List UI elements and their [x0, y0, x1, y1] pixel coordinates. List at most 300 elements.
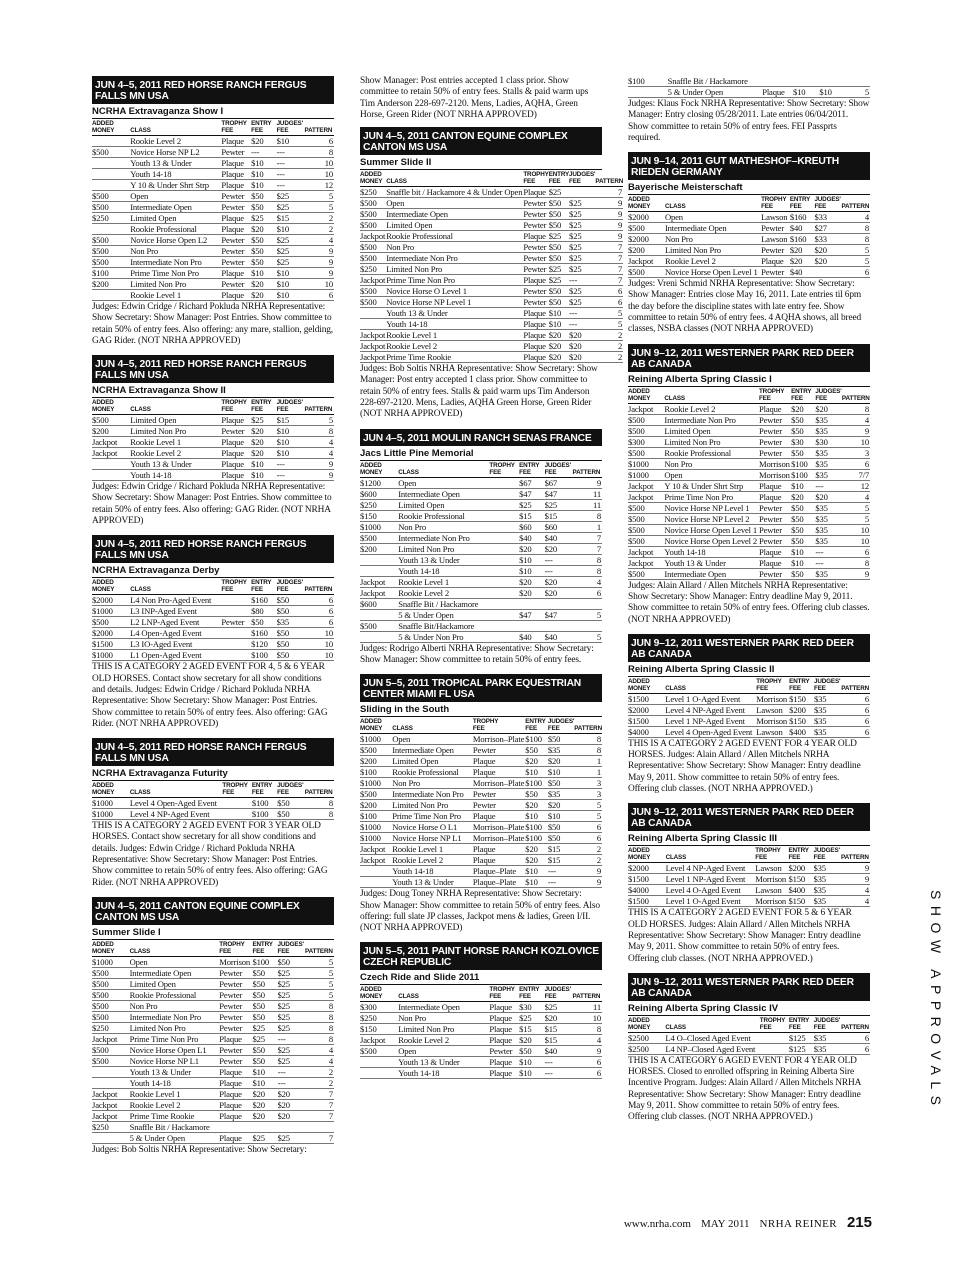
cell-trophy: Pewter	[221, 279, 251, 290]
cell-money: $250	[92, 1022, 130, 1033]
table-row	[92, 290, 334, 301]
cell-money: $500	[628, 535, 664, 546]
cell-class: Limited Open	[130, 415, 221, 426]
cell-pattern: 2	[595, 330, 623, 341]
cell-entry: $50	[252, 1011, 277, 1022]
header-trophy-fee-top: TROPHY	[489, 461, 515, 469]
show-notes: Judges: Rodrigo Alberti NRHA Representative: Show Secretary: Show Manager: Show committee to retain 50% of entry fees.	[360, 643, 594, 665]
cell-money: $100	[360, 767, 392, 778]
header-judges-fee	[545, 985, 573, 1002]
class-table	[92, 398, 334, 481]
cell-trophy: Morrison–Plate	[472, 822, 525, 833]
header-trophy-fee-bottom: FEE	[472, 725, 485, 733]
cell-pattern: 5	[305, 978, 334, 989]
cell-money: $1000	[628, 458, 664, 469]
cell-trophy: Plaque–Plate	[473, 866, 525, 877]
header-judges-fee	[814, 677, 841, 694]
header-trophy-fee-bottom: FEE	[758, 394, 771, 402]
header-entry-fee	[791, 387, 815, 404]
cell-money: $4000	[628, 885, 666, 896]
cell-money: $500	[92, 1044, 130, 1055]
table-row	[360, 1002, 602, 1013]
header-added-money	[92, 578, 130, 595]
header-added-money	[628, 195, 665, 212]
cell-class: Limited Non Pro	[398, 1024, 489, 1035]
show-name: Reining Alberta Spring Classic III	[628, 833, 870, 846]
cell-judges: $25	[545, 1002, 573, 1013]
cell-judges: $35	[815, 414, 842, 425]
cell-money: $500	[628, 267, 665, 278]
cell-money: $500	[360, 198, 386, 209]
cell-trophy: Plaque	[473, 855, 525, 866]
cell-class: Novice Horse NP Level 1	[664, 502, 759, 513]
cell-judges: $25	[277, 191, 305, 202]
cell-trophy	[489, 598, 519, 609]
header-added-money	[92, 940, 130, 957]
table-row	[360, 330, 623, 341]
cell-trophy	[489, 620, 519, 631]
cell-trophy: Plaque	[759, 403, 791, 414]
cell-trophy: Plaque	[219, 1099, 252, 1110]
header-added-money-bottom: MONEY	[92, 406, 115, 414]
cell-judges: $20	[569, 330, 595, 341]
cell-money: Jackpot	[360, 587, 398, 598]
header-added-money-top: ADDED	[360, 171, 382, 179]
cell-money: $150	[360, 510, 398, 521]
show-notes: Judges: Edwin Cridge / Richard Pokluda NRHA Representative: Show Secretary: Show Manager: Post Entries. Show committee to retain 50% of entry fees. Also offering: any mare, stallion, gelding, GAG Rider. (NOT NRHA APPROVED)	[92, 302, 333, 346]
cell-entry: $100	[252, 956, 277, 967]
header-judges-fee-bottom: FEE	[814, 203, 827, 211]
header-trophy-fee-bottom: FEE	[489, 468, 502, 476]
cell-judges: $35	[814, 726, 841, 737]
cell-judges: $20	[278, 1110, 305, 1121]
cell-money: $200	[360, 800, 392, 811]
cell-judges: $10	[277, 136, 305, 147]
header-judges-fee-bottom: FEE	[569, 178, 581, 186]
cell-pattern: 4	[305, 1055, 334, 1066]
cell-entry: $25	[252, 1132, 277, 1143]
cell-entry: $20	[549, 352, 569, 363]
cell-entry: $100	[525, 734, 548, 745]
cell-entry: $10	[251, 459, 276, 470]
header-trophy-fee	[221, 119, 251, 136]
header-trophy-fee-bottom: FEE	[759, 1023, 772, 1031]
cell-trophy: Lawson	[755, 863, 788, 874]
header-judges-fee	[814, 195, 841, 212]
table-header-row	[628, 387, 870, 404]
cell-money: $2500	[628, 1032, 665, 1043]
cell-trophy: Morrison–Plate	[472, 734, 525, 745]
header-entry-fee-bottom: FEE	[251, 406, 263, 414]
cell-money: Jackpot	[360, 352, 386, 363]
cell-pattern: 8	[573, 554, 602, 565]
cell-judges: $20	[569, 341, 595, 352]
cell-entry: $20	[790, 256, 815, 267]
cell-judges: $20	[545, 543, 573, 554]
cell-entry: $10	[525, 866, 548, 877]
cell-judges: $35	[815, 447, 842, 458]
cell-judges: $20	[814, 245, 841, 256]
cell-pattern: 8	[305, 809, 334, 820]
cell-money: $200	[360, 756, 392, 767]
table-row	[628, 469, 870, 480]
cell-money: Jackpot	[360, 275, 386, 286]
cell-pattern: 5	[305, 967, 334, 978]
cell-money: $500	[92, 147, 130, 158]
show-listing	[92, 738, 334, 889]
cell-trophy: Plaque	[523, 319, 548, 330]
cell-pattern: 8	[574, 745, 602, 756]
table-row	[628, 480, 870, 491]
cell-entry	[252, 1121, 277, 1132]
cell-trophy: Morrison	[758, 458, 790, 469]
table-row	[92, 415, 334, 426]
header-added-money-top: ADDED	[360, 986, 382, 994]
cell-entry: $10	[549, 308, 569, 319]
cell-entry: $50	[252, 1055, 277, 1066]
cell-trophy: Plaque	[473, 756, 525, 767]
event-header: JUN 9–14, 2011 GUT MATHESHOF–KREUTH RIEDEN GERMANY	[628, 152, 870, 180]
event-header: JUN 4–5, 2011 RED HORSE RANCH FERGUS FALLS MN USA	[92, 76, 334, 104]
cell-pattern: 3	[574, 778, 602, 789]
cell-class: Prime Time Non Pro	[130, 1033, 220, 1044]
cell-trophy: Pewter	[221, 426, 251, 437]
cell-money: $500	[360, 286, 386, 297]
table-row	[628, 256, 870, 267]
header-added-money-top: ADDED	[92, 782, 114, 790]
cell-pattern: 6	[573, 587, 602, 598]
table-row	[92, 639, 334, 650]
cell-money: $300	[628, 436, 664, 447]
cell-class: Snaffle Bit / Hackamore	[130, 1121, 220, 1132]
cell-entry: $20	[525, 756, 548, 767]
cell-money: $500	[360, 242, 386, 253]
cell-class: Rookie Level 2	[130, 448, 221, 459]
cell-class: Open	[386, 198, 523, 209]
header-entry-fee-top: ENTRY	[519, 461, 540, 469]
cell-entry: $50	[549, 209, 569, 220]
cell-money: $2500	[628, 1043, 665, 1054]
table-row	[92, 1011, 334, 1022]
cell-judges: $35	[815, 425, 842, 436]
show-name: Sliding in the South	[360, 704, 602, 717]
header-entry-fee	[251, 398, 276, 415]
cell-judges: ---	[278, 1033, 305, 1044]
cell-trophy: Morrison	[755, 874, 788, 885]
cell-trophy: Plaque	[221, 448, 251, 459]
table-row	[92, 169, 334, 180]
cell-pattern: 7	[573, 543, 602, 554]
header-judges-fee-top: JUDGES'	[547, 718, 575, 726]
cell-class: L4 O–Closed Aged Event	[665, 1032, 759, 1043]
header-judges-fee-bottom: FEE	[814, 684, 826, 692]
cell-class: Rookie Level 1	[130, 437, 221, 448]
cell-judges: $25	[569, 253, 595, 264]
table-row	[360, 811, 602, 822]
cell-class: Non Pro	[130, 1000, 220, 1011]
cell-judges: $50	[548, 734, 574, 745]
cell-judges: $35	[548, 789, 574, 800]
cell-money: $500	[360, 532, 398, 543]
cell-trophy: Plaque	[221, 459, 251, 470]
cell-pattern: 7	[305, 1088, 334, 1099]
cell-class: Limited Non Pro	[398, 543, 489, 554]
cell-trophy: Lawson	[761, 212, 790, 223]
cell-money	[360, 866, 392, 877]
header-entry-fee	[251, 578, 276, 595]
header-judges-fee-bottom: FEE	[813, 1023, 826, 1031]
cell-judges: ---	[278, 1066, 305, 1077]
cell-money: $2000	[628, 212, 665, 223]
cell-judges: $50	[277, 639, 305, 650]
cell-entry: $60	[519, 521, 544, 532]
cell-trophy: Pewter	[761, 223, 790, 234]
cell-judges: $10	[277, 426, 305, 437]
event-header: JUN 9–12, 2011 WESTERNER PARK RED DEER AB CANADA	[628, 634, 870, 662]
cell-pattern: 12	[842, 480, 870, 491]
cell-entry: $20	[251, 224, 276, 235]
cell-class: Intermediate Non Pro	[398, 532, 489, 543]
cell-judges: $25	[569, 198, 595, 209]
cell-money: $500	[360, 253, 386, 264]
table-row	[360, 1068, 602, 1079]
cell-pattern: 6	[573, 1057, 602, 1068]
cell-entry: $15	[519, 1024, 544, 1035]
class-table	[92, 781, 334, 820]
cell-pattern: 6	[842, 458, 870, 469]
table-row	[360, 521, 602, 532]
cell-entry: $20	[549, 330, 569, 341]
cell-judges: $60	[545, 521, 573, 532]
cell-entry: $20	[525, 855, 548, 866]
table-header-row	[92, 398, 334, 415]
header-trophy-fee	[489, 461, 519, 478]
cell-pattern: 8	[574, 734, 602, 745]
cell-trophy: Plaque	[219, 1077, 252, 1088]
cell-entry: $20	[251, 426, 276, 437]
cell-judges: $47	[545, 609, 573, 620]
table-header-row	[628, 195, 870, 212]
header-trophy-fee-top: TROPHY	[755, 847, 781, 855]
cell-class: Y 10 & Under Shrt Strp	[130, 180, 221, 191]
cell-trophy: Pewter	[759, 568, 791, 579]
cell-judges: $50	[277, 798, 305, 809]
table-row	[92, 257, 334, 268]
cell-pattern: 9	[305, 268, 334, 279]
show-listing	[628, 973, 870, 1124]
header-trophy-fee-top: TROPHY	[221, 399, 247, 407]
header-judges-fee-top: JUDGES'	[813, 1016, 841, 1024]
cell-entry: $20	[519, 587, 544, 598]
cell-pattern: 10	[305, 169, 334, 180]
cell-judges: $25	[569, 231, 595, 242]
table-row	[360, 855, 602, 866]
cell-money: $500	[92, 978, 130, 989]
class-table	[92, 940, 334, 1144]
cell-pattern: 4	[305, 1044, 334, 1055]
cell-pattern: 6	[842, 546, 870, 557]
header-entry-fee-bottom: FEE	[789, 203, 802, 211]
table-row	[92, 1121, 334, 1132]
cell-trophy: Plaque	[759, 557, 791, 568]
cell-money: $2000	[628, 863, 666, 874]
cell-entry: $25	[519, 499, 544, 510]
cell-entry: $150	[788, 874, 813, 885]
cell-pattern: 8	[841, 234, 870, 245]
cell-judges: $25	[278, 1132, 305, 1143]
table-row	[360, 767, 602, 778]
cell-money: $500	[92, 415, 130, 426]
event-header: JUN 9–12, 2011 WESTERNER PARK RED DEER AB CANADA	[628, 344, 870, 372]
cell-entry: $50	[252, 989, 277, 1000]
header-trophy-fee-top: TROPHY	[756, 677, 782, 685]
cell-pattern: 7	[305, 1132, 334, 1143]
show-name: Jacs Little Pine Memorial	[360, 448, 602, 461]
header-class: CLASS	[665, 677, 756, 694]
cell-class: Non Pro	[130, 246, 221, 257]
show-name: NCRHA Extravaganza Futurity	[92, 768, 334, 781]
table-row	[92, 202, 334, 213]
table-row	[628, 458, 870, 469]
cell-class: Level 1 O-Aged Event	[666, 896, 756, 907]
header-trophy-fee-bottom: FEE	[523, 178, 536, 186]
header-trophy-fee	[523, 170, 548, 187]
cell-judges: $27	[814, 223, 841, 234]
cell-trophy: Plaque	[523, 187, 548, 198]
cell-class: Rookie Level 2	[386, 341, 523, 352]
header-class: CLASS	[666, 846, 756, 863]
cell-entry: $10	[251, 158, 276, 169]
cell-money: $300	[360, 1002, 398, 1013]
show-name: NCRHA Extravaganza Show II	[92, 385, 334, 398]
cell-entry: $25	[252, 1033, 277, 1044]
cell-entry: $160	[251, 595, 276, 606]
table-row	[92, 213, 334, 224]
header-trophy-fee	[473, 717, 525, 734]
header-added-money-bottom: MONEY	[92, 947, 115, 955]
cell-entry: $25	[549, 275, 569, 286]
cell-judges: $40	[545, 631, 573, 642]
cell-pattern: 8	[842, 403, 870, 414]
cell-class: Youth 13 & Under	[664, 557, 759, 568]
cell-pattern: 4	[305, 448, 334, 459]
show-notes: THIS IS A CATEGORY 2 AGED EVENT FOR 5 & 6 YEAR OLD HORSES. Judges: Alain Allard / Allen Mitchels NRHA Representative: Show Secretary: Show Manager: Entry deadline May 9, 2011. Show committee to retain 50% of entry fees. Offering club classes. (NOT NRHA APPROVED.)	[628, 908, 861, 964]
cell-class: Non Pro	[665, 234, 761, 245]
table-row	[92, 956, 334, 967]
cell-money: $250	[92, 1121, 130, 1132]
cell-entry: $50	[791, 524, 815, 535]
header-entry-fee	[525, 717, 548, 734]
cell-trophy: Plaque	[523, 308, 548, 319]
cell-money: Jackpot	[360, 844, 392, 855]
cell-trophy: Pewter	[523, 286, 548, 297]
header-trophy-fee-bottom: FEE	[221, 406, 234, 414]
cell-class: Level 4 O-Aged Event	[666, 885, 756, 896]
cell-pattern: 10	[842, 436, 870, 447]
cell-money: $1500	[628, 896, 666, 907]
cell-pattern: 6	[841, 1043, 870, 1054]
cell-pattern: 9	[595, 220, 623, 231]
table-row	[628, 513, 870, 524]
header-added-money	[360, 461, 398, 478]
cell-pattern: 1	[574, 756, 602, 767]
header-entry-fee	[790, 195, 815, 212]
cell-pattern: 8	[305, 798, 334, 809]
cell-pattern: 6	[841, 704, 870, 715]
cell-judges: $15	[277, 213, 305, 224]
cell-trophy: Plaque	[221, 290, 251, 301]
cell-class: Level 1 O-Aged Event	[665, 693, 756, 704]
header-pattern: PATTERN	[305, 578, 334, 595]
cell-entry: $20	[251, 448, 276, 459]
header-judges-fee-bottom: FEE	[547, 725, 560, 733]
table-row	[92, 1033, 334, 1044]
cell-entry: $10	[519, 1057, 544, 1068]
table-row	[628, 535, 870, 546]
cell-trophy: Pewter	[759, 502, 791, 513]
table-row	[360, 554, 602, 565]
cell-pattern: 8	[842, 557, 870, 568]
cell-money: $500	[628, 502, 664, 513]
cell-trophy: Plaque	[759, 546, 791, 557]
header-judges-fee-bottom: FEE	[544, 468, 557, 476]
cell-trophy: Pewter	[523, 297, 548, 308]
table-header-row	[628, 677, 870, 694]
table-row	[360, 1013, 602, 1024]
cell-trophy	[489, 554, 519, 565]
class-table	[628, 195, 870, 278]
header-trophy-fee-bottom: FEE	[489, 993, 502, 1001]
cell-pattern: 8	[305, 1022, 334, 1033]
header-judges-fee	[548, 717, 574, 734]
header-judges-fee-top: JUDGES'	[544, 461, 571, 469]
cell-entry: $10	[251, 180, 276, 191]
cell-class: Rookie Level 1	[398, 576, 489, 587]
event-header: JUN 4–5, 2011 CANTON EQUINE COMPLEX CANTON MS USA	[92, 897, 334, 925]
cell-pattern: 2	[595, 352, 623, 363]
cell-class: Level 1 NP-Aged Event	[665, 715, 756, 726]
cell-class: Non Pro	[664, 458, 759, 469]
cell-class: Snaffle Bit / Hackamore	[398, 598, 489, 609]
header-entry-fee-top: ENTRY	[251, 579, 272, 587]
cell-money	[92, 169, 130, 180]
cell-judges	[545, 598, 573, 609]
cell-class: Limited Non Pro	[664, 436, 759, 447]
cell-entry: $10	[519, 554, 544, 565]
cell-money: $1000	[92, 798, 130, 809]
table-row	[360, 231, 623, 242]
cell-class: L4 NP–Closed Aged Event	[665, 1043, 759, 1054]
header-entry-fee	[519, 985, 544, 1002]
cell-trophy	[760, 1032, 789, 1043]
cell-pattern: 4	[842, 491, 870, 502]
header-trophy-fee	[759, 387, 791, 404]
cell-entry: $50	[549, 242, 569, 253]
cell-judges: $35	[814, 715, 841, 726]
table-row	[360, 510, 602, 521]
cell-pattern: 9	[595, 209, 623, 220]
table-row	[92, 437, 334, 448]
cell-pattern: 8	[305, 1011, 334, 1022]
cell-money: Jackpot	[628, 491, 664, 502]
show-name: Reining Alberta Spring Classic IV	[628, 1003, 870, 1016]
show-name: Summer Slide II	[360, 157, 602, 170]
cell-pattern: 2	[305, 1077, 334, 1088]
cell-entry: $50	[525, 789, 548, 800]
cell-trophy	[489, 532, 519, 543]
cell-class: Prime Time Non Pro	[130, 268, 221, 279]
cell-class: L4 Non Pro-Aged Event	[130, 595, 221, 606]
